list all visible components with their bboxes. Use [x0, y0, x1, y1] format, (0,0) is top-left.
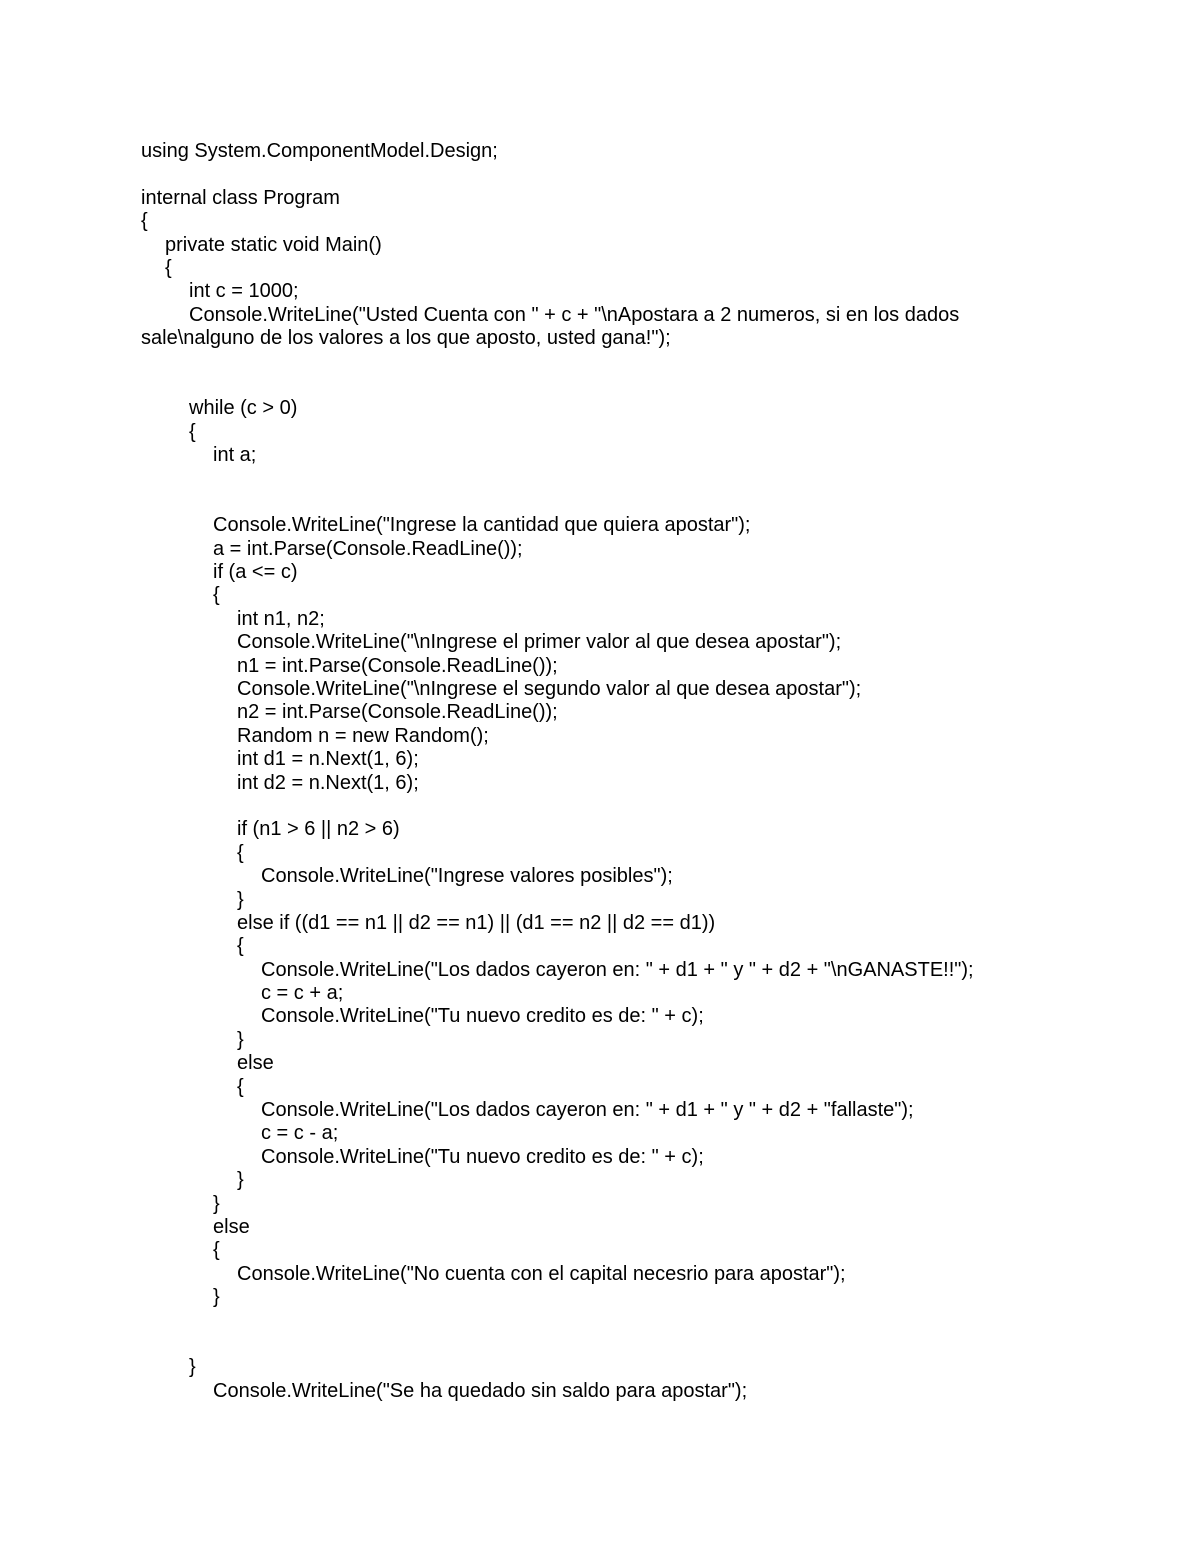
blank-line: [141, 795, 1061, 818]
code-line-invalid: Console.WriteLine("Ingrese valores posibles");: [261, 865, 673, 888]
code-line-if-a: if (a <= c): [213, 561, 298, 584]
code-line-parse-n2: n2 = int.Parse(Console.ReadLine());: [237, 701, 558, 724]
code-line-class: internal class Program: [141, 186, 340, 209]
code-line-int-a: int a;: [213, 444, 257, 467]
code-line-brace: {: [213, 584, 220, 607]
code-line-brace: {: [237, 841, 244, 864]
code-line-no-balance: Console.WriteLine("Se ha quedado sin saldo para apostar");: [213, 1379, 748, 1402]
code-line-brace: }: [237, 1169, 244, 1192]
code-line-brace: }: [237, 1028, 244, 1051]
blank-line: [141, 351, 1061, 374]
code-line-brace: {: [189, 420, 196, 443]
code-line-lose-msg: Console.WriteLine("Los dados cayeron en: " + d1 + " y " + d2 + "fallaste");: [261, 1099, 914, 1122]
code-line-brace: {: [237, 1075, 244, 1098]
code-line-brace: {: [141, 210, 148, 233]
code-line-if-range: if (n1 > 6 || n2 > 6): [237, 818, 400, 841]
code-line-win-msg: Console.WriteLine("Los dados cayeron en: " + d1 + " y " + d2 + "\nGANASTE!!");: [261, 958, 974, 981]
code-line-random: Random n = new Random();: [237, 724, 489, 747]
blank-line: [141, 468, 1061, 491]
code-line-welcome: Console.WriteLine("Usted Cuenta con " + c + "\nApostara a 2 numeros, si en los dados sale\nalguno de los valores a los que aposto, usted gana!");: [141, 303, 960, 350]
code-line-d1: int d1 = n.Next(1, 6);: [237, 748, 419, 771]
blank-line: [141, 1333, 1061, 1356]
code-line-else-if: else if ((d1 == n1 || d2 == n1) || (d1 == n2 || d2 == d1)): [237, 911, 716, 934]
code-listing: [141, 140, 1061, 1403]
code-line-no-capital: Console.WriteLine("No cuenta con el capital necesrio para apostar");: [237, 1262, 846, 1285]
code-line-prompt-amount: Console.WriteLine("Ingrese la cantidad que quiera apostar");: [213, 514, 751, 537]
code-line-int-n: int n1, n2;: [237, 607, 325, 630]
code-line-prompt-n2: Console.WriteLine("\nIngrese el segundo valor al que desea apostar");: [237, 678, 862, 701]
code-line-subtract: c = c - a;: [261, 1122, 339, 1145]
blank-line: [141, 163, 1061, 186]
code-line-using: using System.ComponentModel.Design;: [141, 140, 498, 162]
code-line-credit: Console.WriteLine("Tu nuevo credito es de: " + c);: [261, 1005, 704, 1028]
code-line-add: c = c + a;: [261, 982, 344, 1005]
code-line-brace: {: [165, 256, 172, 279]
code-line-prompt-n1: Console.WriteLine("\nIngrese el primer valor al que desea apostar");: [237, 631, 842, 654]
code-line-parse-n1: n1 = int.Parse(Console.ReadLine());: [237, 654, 558, 677]
code-line-brace: }: [213, 1192, 220, 1215]
code-line-brace: }: [189, 1356, 196, 1379]
code-line-main: private static void Main(): [165, 233, 382, 256]
blank-line: [141, 374, 1061, 397]
code-line-brace: {: [237, 935, 244, 958]
code-line-int-c: int c = 1000;: [189, 280, 299, 303]
code-line-else: else: [213, 1216, 250, 1238]
code-line-parse-a: a = int.Parse(Console.ReadLine());: [213, 537, 523, 560]
code-line-brace: {: [213, 1239, 220, 1262]
code-line-brace: }: [237, 888, 244, 911]
code-line-d2: int d2 = n.Next(1, 6);: [237, 771, 419, 794]
code-line-credit: Console.WriteLine("Tu nuevo credito es de: " + c);: [261, 1145, 704, 1168]
code-line-while: while (c > 0): [189, 397, 298, 420]
blank-line: [141, 1310, 1061, 1333]
code-line-else: else: [237, 1052, 274, 1075]
blank-line: [141, 491, 1061, 514]
code-line-brace: }: [213, 1286, 220, 1309]
